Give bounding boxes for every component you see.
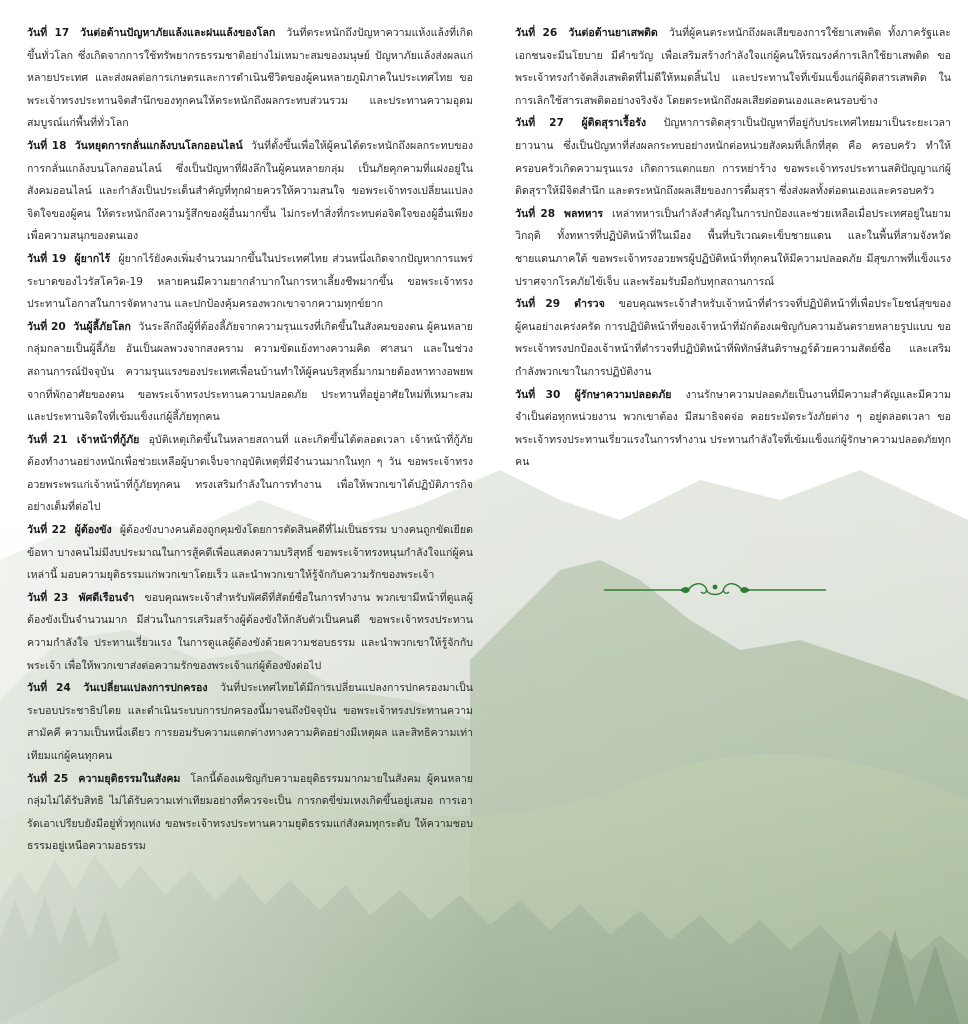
day-title: ความยุติธรรมในสังคม	[78, 772, 181, 785]
day-title: พลทหาร	[564, 207, 604, 220]
day-label: วันที่ 27	[515, 117, 564, 130]
prayer-entry-day-19	[27, 248, 473, 316]
day-title: พัศดีเรือนจำ	[78, 591, 135, 604]
prayer-entry-day-29	[515, 293, 951, 383]
day-body: วันที่ผู้คนตระหนักถึงผลเสียของการใช้ยาเสพติด ทั้งภาครัฐและเอกชนจะมีนโยบาย มีคำขวัญ เพื่อเสริมสร้างกำลังใจแก่ผู้คนให้รณรงค์การเลิกใช้ยาเสพติด ขอพระเจ้าทรงกำจัดสิ่งเสพติดที่ไม่ดีให้หมดสิ้นไป และประทานใจที่เข้มแข็งแก่ผู้ติดสารเสพติด ในการเลิกใช้สารเสพติดอย่างจริงจัง โดยตระหนักถึงผลเสียต่อตนเองและคนรอบข้าง	[515, 27, 951, 107]
day-body: ผู้ยากไร้ยังคงเพิ่มจำนวนมากขึ้นในประเทศไทย ส่วนหนึ่งเกิดจากปัญหาการแพร่ระบาดของไวรัสโควิด-19 หลายคนมีความยากลำบากในการหาเลี้ยงชีพมากขึ้น ขอพระเจ้าทรงประทานโอกาสในการจัดหางาน และปกป้องคุ้มครองพวกเขาจากความทุกข์ยาก	[27, 252, 473, 311]
prayer-entry-day-30	[515, 384, 951, 474]
prayer-entry-day-23	[27, 587, 473, 677]
day-title: เจ้าหน้าที่กู้ภัย	[76, 433, 140, 446]
flourish-divider-icon	[602, 578, 828, 602]
prayer-entry-day-27	[515, 112, 951, 202]
day-title: วันผู้ลี้ภัยโลก	[73, 320, 131, 333]
day-title: ผู้ติดสุราเรื้อรัง	[581, 117, 647, 130]
prayer-entry-day-20	[27, 316, 473, 429]
day-label: วันที่ 22	[27, 524, 67, 537]
day-body: โลกนี้ต้องเผชิญกับความอยุติธรรมมากมายในสังคม ผู้คนหลายกลุ่มไม่ได้รับสิทธิ ไม่ได้รับความเท่าเทียมอย่างที่ควรจะเป็น การกดขี่ข่มเหงเกิดขึ้นอยู่เสมอ การเอารัดเอาเปรียบยังมีอยู่ทั่วทุกแห่ง ขอพระเจ้าทรงประทานความยุติธรรมแก่สังคมทุกระดับ ให้ความชอบธรรมอยู่เหนือความอธรรม	[27, 772, 474, 853]
day-label: วันที่ 23	[27, 591, 69, 604]
day-body: วันระลึกถึงผู้ที่ต้องลี้ภัยจากความรุนแรงที่เกิดขึ้นในสังคมของตน ผู้คนหลายกลุ่มกลายเป็นผู้ลี้ภัย อันเป็นผลพวงจากสงคราม ความขัดแย้งทางความคิด ศาสนา และในช่วงสถานการณ์ปัจจุบัน ความรุนแรงของประเทศเพื่อนบ้านทำให้ผู้คนบริสุทธิ์มากมายต้องหาทางอพยพจากที่พักอาศัยของตน ขอพระเจ้าทรงประทานความปลอดภัย ประทานที่อยู่อาศัยใหม่ที่เหมาะสม และประทานจิตใจที่เข้มแข็งแก่ผู้ลี้ภัยทุกคน	[27, 320, 473, 424]
prayer-entry-day-28	[515, 203, 951, 293]
prayer-entry-day-24	[27, 677, 473, 767]
day-label: วันที่ 19	[27, 252, 67, 265]
prayer-entry-day-26	[515, 22, 951, 112]
day-title: ผู้ต้องขัง	[74, 524, 112, 537]
day-body: อุบัติเหตุเกิดขึ้นในหลายสถานที่ และเกิดขึ้นได้ตลอดเวลา เจ้าหน้าที่กู้ภัยต้องทำงานอย่างหนักเพื่อช่วยเหลือผู้บาดเจ็บจากอุบัติเหตุที่มีจำนวนมากในทุก ๆ วัน ขอพระเจ้าทรงอวยพระพรแก่เจ้าหน้าที่กู้ภัยทุกคน ทรงเสริมกำลังในการทำงาน เพื่อให้พวกเขาได้ปฏิบัติภารกิจอย่างเต็มที่ต่อไป	[27, 433, 473, 514]
day-body: ขอบคุณพระเจ้าสำหรับเจ้าหน้าที่ตำรวจที่ปฏิบัติหน้าที่เพื่อประโยชน์สุขของผู้คนอย่างเคร่งครัด การปฏิบัติหน้าที่ของเจ้าหน้าที่มักต้องเผชิญกับความอันตรายหลายรูปแบบ ขอพระเจ้าทรงปกป้องเจ้าหน้าที่ตำรวจที่ปฏิบัติหน้าที่พิทักษ์สันติราษฎร์ด้วยความสัตย์ซื่อ และเสริมกำลังพวกเขาในการปฏิบัติงาน	[515, 298, 952, 378]
day-label: วันที่ 30	[515, 388, 561, 401]
day-title: ผู้รักษาความปลอดภัย	[574, 388, 672, 401]
day-body: วันที่ตระหนักถึงปัญหาความแห้งแล้งที่เกิดขึ้นทั่วโลก ซึ่งเกิดจากการใช้ทรัพยากรธรรมชาติอย่างไม่เหมาะสมของมนุษย์ ปัญหาภัยแล้งส่งผลแก่หลายประเทศ และส่งผลต่อการเกษตรและการดำเนินชีวิตของผู้คนหลายภูมิภาคในประเทศไทย ขอพระเจ้าทรงประทานจิตสำนึกของทุกคนให้ตระหนักถึงผลกระทบส่วนรวม และประทานความอุดมสมบูรณ์แก่พื้นที่ทั่วโลก	[27, 27, 473, 130]
day-title: ตำรวจ	[574, 298, 605, 311]
day-body: งานรักษาความปลอดภัยเป็นงานที่มีความสำคัญและมีความจำเป็นต่อทุกหน่วยงาน พวกเขาต้อง มีสมาธิจดจ่อ คอยระมัดระวังภัยต่าง ๆ อยู่ตลอดเวลา ขอพระเจ้าทรงประทานเรี่ยวแรงในการทำงาน ประทานกำลังใจที่เข้มแข็งแก่ผู้รักษาความปลอดภัยทุกคน	[515, 388, 951, 469]
day-title: วันเปลี่ยนแปลงการปกครอง	[83, 682, 208, 695]
day-body: วันที่ประเทศไทยได้มีการเปลี่ยนแปลงการปกครองมาเป็นระบอบประชาธิปไตย และดำเนินระบบการปกครองนี้มาจนถึงปัจจุบัน ขอพระเจ้าทรงประทานความสามัคคี ความเป็นหนึ่งเดียว การยอมรับความแตกต่างทางความคิดอย่างมีเหตุผล และสิทธิความเท่าเทียมแก่ผู้คนทุกคน	[27, 682, 473, 762]
day-body: ขอบคุณพระเจ้าสำหรับพัศดีที่สัตย์ซื่อในการทำงาน พวกเขามีหน้าที่ดูแลผู้ต้องขังเป็นจำนวนมาก มีส่วนในการเสริมสร้างผู้ต้องขังให้กลับตัวเป็นคนดี ขอพระเจ้าทรงประทานความกำลังใจ ประทานเรี่ยวแรง ในการดูแลผู้ต้องขังด้วยความชอบธรรม และนำพวกเขาให้รู้จักกับพระเจ้า เพื่อให้พวกเขาส่งต่อความรักของพระเจ้าแก่ผู้ต้องขังต่อไป	[27, 591, 473, 672]
day-body: เหล่าทหารเป็นกำลังสำคัญในการปกป้องและช่วยเหลือเมื่อประเทศอยู่ในยามวิกฤติ ทั้งทหารที่ปฏิบัติหน้าที่ในเมือง พื้นที่บริเวณตะเข็บชายแดน และในพื้นที่สามจังหวัดชายแดนภาคใต้ ขอพระเจ้าทรงอวยพรผู้ปฏิบัติหน้าที่ทุกคนให้มีความปลอดภัย มีสุขภาพที่แข็งแรง ปราศจากโรคภัยไข้เจ็บ และพร้อมรับมือกับทุกสถานการณ์	[515, 207, 951, 288]
day-title: วันต่อต้านยาเสพติด	[568, 27, 658, 39]
day-body: ผู้ต้องขังบางคนต้องถูกคุมขังโดยการตัดสินคดีที่ไม่เป็นธรรม บางคนถูกขัดเยียดข้อหา บางคนไม่มีงบประมาณในการสู้คดีเพื่อแสดงความบริสุทธิ์ ขอพระเจ้าทรงหนุนกำลังใจแก่ผู้คนเหล่านี้ มอบความยุติธรรมแก่พวกเขาโดยเร็ว และนำพวกเขาให้รู้จักกับความรักของพระเจ้า	[27, 524, 473, 582]
prayer-entry-day-25	[27, 768, 473, 858]
day-title: วันหยุดการกลั่นแกล้งบนโลกออนไลน์	[74, 139, 243, 152]
day-label: วันที่ 20	[27, 320, 66, 333]
day-label: วันที่ 28	[515, 207, 556, 220]
left-column	[27, 22, 473, 858]
right-column	[515, 22, 951, 474]
prayer-entry-day-22	[27, 519, 473, 587]
day-label: วันที่ 21	[27, 433, 68, 446]
day-body: ปัญหาการติดสุราเป็นปัญหาที่อยู่กับประเทศไทยมาเป็นระยะเวลายาวนาน ซึ่งเป็นปัญหาที่ส่งผลกระทบอย่างหนักต่อหน่วยสังคมที่เล็กที่สุด คือ ครอบครัว ทำให้ครอบครัวเกิดความรุนแรง เกิดการแตกแยก การหย่าร้าง ขอพระเจ้าทรงประทานสติปัญญาแก่ผู้ติดสุราให้มีจิตสำนึก และตระหนักถึงผลเสียของการดื่มสุรา ซึ่งส่งผลทั้งต่อตนเองและครอบครัว	[515, 117, 951, 198]
day-title: ผู้ยากไร้	[74, 252, 111, 265]
prayer-entry-day-18	[27, 135, 473, 248]
day-label: วันที่ 24	[27, 682, 71, 695]
day-label: วันที่ 18	[27, 139, 67, 152]
day-label: วันที่ 29	[515, 298, 561, 311]
day-title: วันต่อต้านปัญหาภัยแล้งและฝนแล้งของโลก	[80, 27, 276, 39]
prayer-entry-day-21	[27, 429, 473, 519]
day-body: วันที่ตั้งขึ้นเพื่อให้ผู้คนได้ตระหนักถึงผลกระทบของการกลั่นแกล้งบนโลกออนไลน์ ซึ่งเป็นปัญหาที่ฝังลึกในผู้คนหลายกลุ่ม เป็นภัยคุกคามที่แฝงอยู่ในสังคมออนไลน์ และกำลังเป็นประเด็นสำคัญที่ทุกฝ่ายควรให้ความสนใจ ขอพระเจ้าทรงเปลี่ยนแปลงจิตใจของผู้คน ให้ตระหนักถึงความรู้สึกของผู้อื่นมากขึ้น ไม่กระทำสิ่งที่กระทบต่อจิตใจของผู้อื่นเพียงเพื่อความสนุกของตนเอง	[27, 139, 473, 243]
day-label: วันที่ 25	[27, 772, 69, 785]
day-label: วันที่ 26	[515, 27, 558, 39]
prayer-entry-day-17	[27, 22, 473, 135]
day-label: วันที่ 17	[27, 27, 70, 39]
